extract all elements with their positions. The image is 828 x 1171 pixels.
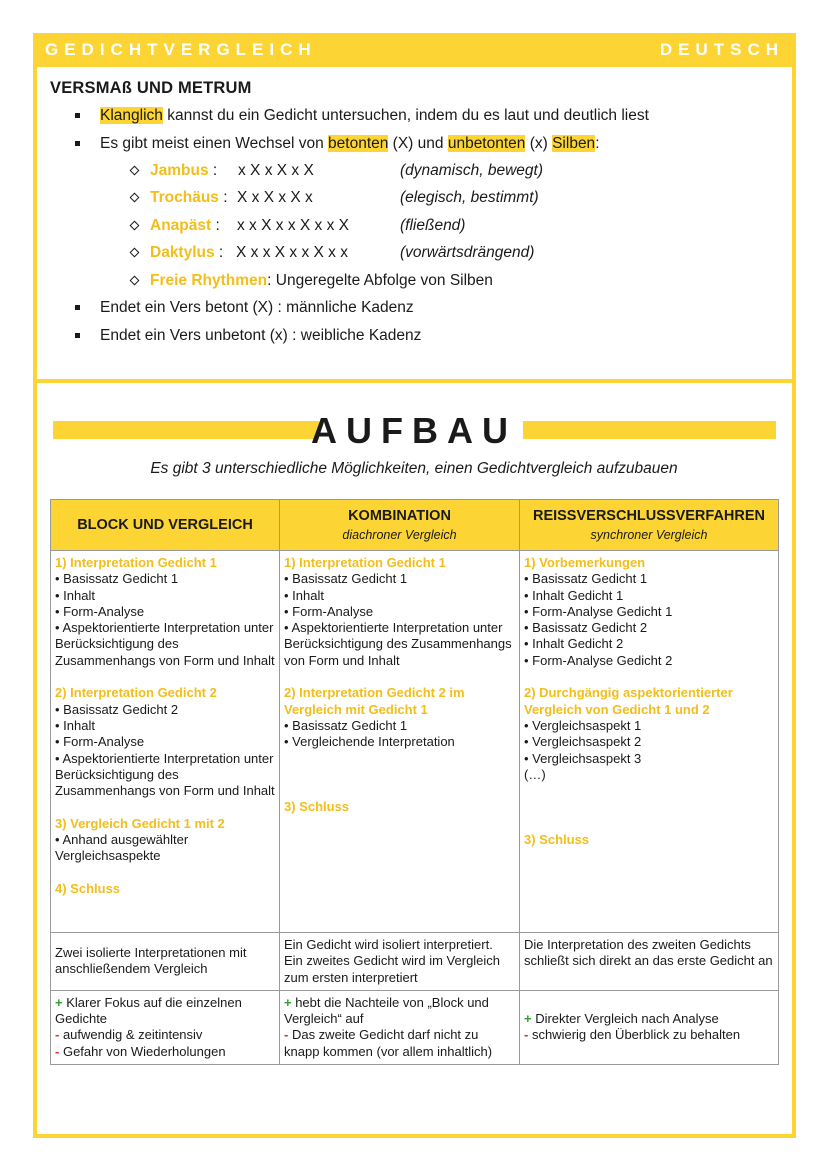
meter-trochaeus-desc: (elegisch, bestimmt) xyxy=(400,189,539,206)
structure-step-title: 1) Interpretation Gedicht 1 xyxy=(284,555,446,570)
structure-step xyxy=(55,555,275,669)
structure-step xyxy=(284,799,515,815)
structure-step-title: 2) Interpretation Gedicht 2 im Vergleich mit Gedicht 1 xyxy=(284,685,465,717)
structure-step-item: • Form-Analyse Gedicht 2 xyxy=(524,652,673,668)
bullet-weibliche-kadenz: Endet ein Vers unbetont (x) : weibliche Kadenz xyxy=(100,327,422,344)
structure-step-item: • Basissatz Gedicht 1 xyxy=(284,717,408,733)
header-bar xyxy=(33,33,796,67)
structure-step xyxy=(55,685,275,799)
structure-step-item: • Basissatz Gedicht 1 xyxy=(524,571,648,587)
structure-step-title: 1) Vorbemerkungen xyxy=(524,555,646,570)
pros-cons-kombination xyxy=(280,990,520,1064)
structure-step-item: • Vergleichende Interpretation xyxy=(284,734,455,750)
bullet-square xyxy=(75,305,80,310)
section-divider xyxy=(33,379,796,383)
comparison-table xyxy=(50,499,779,1065)
bullet-square xyxy=(75,113,80,118)
structure-step-title: 4) Schluss xyxy=(55,880,121,896)
bullet-klanglich: Klanglich kannst du ein Gedicht untersuchen, indem du es laut und deutlich liest xyxy=(100,107,649,124)
structure-step-title: 3) Vergleich Gedicht 1 mit 2 xyxy=(55,815,225,831)
bullet-maennliche-kadenz: Endet ein Vers betont (X) : männliche Kadenz xyxy=(100,299,414,316)
structure-step-title: 1) Interpretation Gedicht 1 xyxy=(55,555,217,570)
structure-step-item: • Inhalt Gedicht 2 xyxy=(524,636,624,652)
header-block: BLOCK UND VERGLEICH xyxy=(51,500,280,551)
structure-step-item: • Form-Analyse xyxy=(284,603,374,619)
meter-anapaest-pattern: x x X x x X x x X xyxy=(237,217,349,234)
pro-con-item: + Klarer Fokus auf die einzelnen Gedichte xyxy=(55,994,242,1027)
bullet-square xyxy=(75,333,80,338)
structure-step-item: • Form-Analyse Gedicht 1 xyxy=(524,603,673,619)
structure-step-item: • Basissatz Gedicht 1 xyxy=(284,571,408,587)
structure-step-item: • Aspektorientierte Interpretation unter Berücksichtigung des Zusammenhangs von Form und Inhalt xyxy=(55,620,275,668)
structure-step-title: 3) Schluss xyxy=(284,799,350,815)
pro-con-item: + hebt die Nachteile von „Block und Vergleich“ auf xyxy=(284,994,489,1027)
meter-jambus-pattern: x X x X x X xyxy=(238,162,314,179)
structure-step-item: • Basissatz Gedicht 1 xyxy=(55,571,179,587)
table-row-pros-cons xyxy=(51,990,779,1064)
section-subtitle-aufbau: Es gibt 3 unterschiedliche Möglichkeiten, einen Gedichtvergleich aufzubauen xyxy=(150,460,678,477)
table-row-summary xyxy=(51,933,779,991)
structure-step-item: (…) xyxy=(524,766,546,782)
structure-step-item: • Inhalt Gedicht 1 xyxy=(524,587,624,603)
structure-step-item: • Inhalt xyxy=(55,717,95,733)
structure-step-item: • Basissatz Gedicht 2 xyxy=(55,701,179,717)
pros-cons-block xyxy=(51,990,280,1064)
pros-cons-reissverschluss xyxy=(520,990,779,1064)
pro-con-item: - Das zweite Gedicht darf nicht zu knapp kommen (vor allem inhaltlich) xyxy=(284,1027,493,1059)
table-row-structure xyxy=(51,551,779,933)
pro-con-item: + Direkter Vergleich nach Analyse xyxy=(524,1011,719,1027)
structure-step xyxy=(284,685,515,750)
bullet-square xyxy=(75,141,80,146)
section-title-aufbau: AUFBAU xyxy=(311,410,517,451)
structure-step-item: • Anhand ausgewählter Vergleichsaspekte xyxy=(55,832,189,864)
structure-step xyxy=(55,816,275,865)
header-title: GEDICHTVERGLEICH xyxy=(45,40,317,59)
structure-step-item: • Inhalt xyxy=(55,587,95,603)
structure-step-item: • Vergleichsaspekt 1 xyxy=(524,717,642,733)
meter-daktylus: Daktylus : xyxy=(150,244,224,261)
pro-con-item: - aufwendig & zeitintensiv xyxy=(55,1027,203,1043)
meter-jambus: Jambus : xyxy=(150,162,218,179)
structure-step xyxy=(524,685,774,783)
header-kombination: KOMBINATION diachroner Vergleich xyxy=(280,500,520,551)
header-reissverschluss: REISSVERSCHLUSSVERFAHREN synchroner Vergleich xyxy=(520,500,779,551)
meter-trochaeus-pattern: X x X x X x xyxy=(237,189,313,206)
structure-step-item: • Vergleichsaspekt 3 xyxy=(524,750,642,766)
structure-step-item: • Aspektorientierte Interpretation unter Berücksichtigung des Zusammenhangs von Form und Inhalt xyxy=(284,620,512,668)
table-header-row xyxy=(51,500,779,551)
meter-anapaest-desc: (fließend) xyxy=(400,217,466,234)
meter-daktylus-pattern: X x x X x x X x x xyxy=(236,244,348,261)
meter-trochaeus: Trochäus : xyxy=(150,189,228,206)
structure-step-item: • Aspektorientierte Interpretation unter Berücksichtigung des Zusammenhangs von Form und Inhalt xyxy=(55,750,275,799)
structure-step-item: • Form-Analyse xyxy=(55,734,145,750)
section-title-versmass: VERSMAß UND METRUM xyxy=(50,79,252,97)
meter-freie-rhythmen: Freie Rhythmen: Ungeregelte Abfolge von Silben xyxy=(150,272,493,289)
meter-anapaest: Anapäst : xyxy=(150,217,220,234)
summary-block: Zwei isolierte Interpretationen mit anschließendem Vergleich xyxy=(51,933,280,991)
structure-step-item: • Vergleichsaspekt 2 xyxy=(524,734,642,750)
structure-kombination xyxy=(280,551,520,933)
structure-step xyxy=(524,555,774,669)
meter-daktylus-desc: (vorwärtsdrängend) xyxy=(400,244,535,261)
structure-step-item: • Form-Analyse xyxy=(55,603,145,619)
structure-step xyxy=(55,881,275,897)
header-subject: DEUTSCH xyxy=(659,40,784,59)
pro-con-item: - Gefahr von Wiederholungen xyxy=(55,1043,226,1059)
meter-jambus-desc: (dynamisch, bewegt) xyxy=(400,162,544,179)
structure-step xyxy=(284,555,515,669)
structure-block xyxy=(51,551,280,933)
structure-step-title: 2) Durchgängig aspektorientierter Vergleich von Gedicht 1 und 2 xyxy=(524,685,733,717)
structure-reissverschluss xyxy=(520,551,779,933)
summary-reissverschluss: Die Interpretation des zweiten Gedichts schließt sich direkt an das erste Gedicht an xyxy=(520,933,779,991)
structure-step-title: 3) Schluss xyxy=(524,832,590,848)
bullet-wechsel: Es gibt meist einen Wechsel von betonten (X) und unbetonten (x) Silben: xyxy=(100,135,600,152)
structure-step xyxy=(524,832,774,848)
structure-step-title: 2) Interpretation Gedicht 2 xyxy=(55,685,217,701)
structure-step-item: • Inhalt xyxy=(284,587,324,603)
summary-kombination: Ein Gedicht wird isoliert interpretiert. Ein zweites Gedicht wird im Vergleich zum ersten interpretiert xyxy=(280,933,520,991)
structure-step-item: • Basissatz Gedicht 2 xyxy=(524,620,648,636)
pro-con-item: - schwierig den Überblick zu behalten xyxy=(524,1027,741,1043)
